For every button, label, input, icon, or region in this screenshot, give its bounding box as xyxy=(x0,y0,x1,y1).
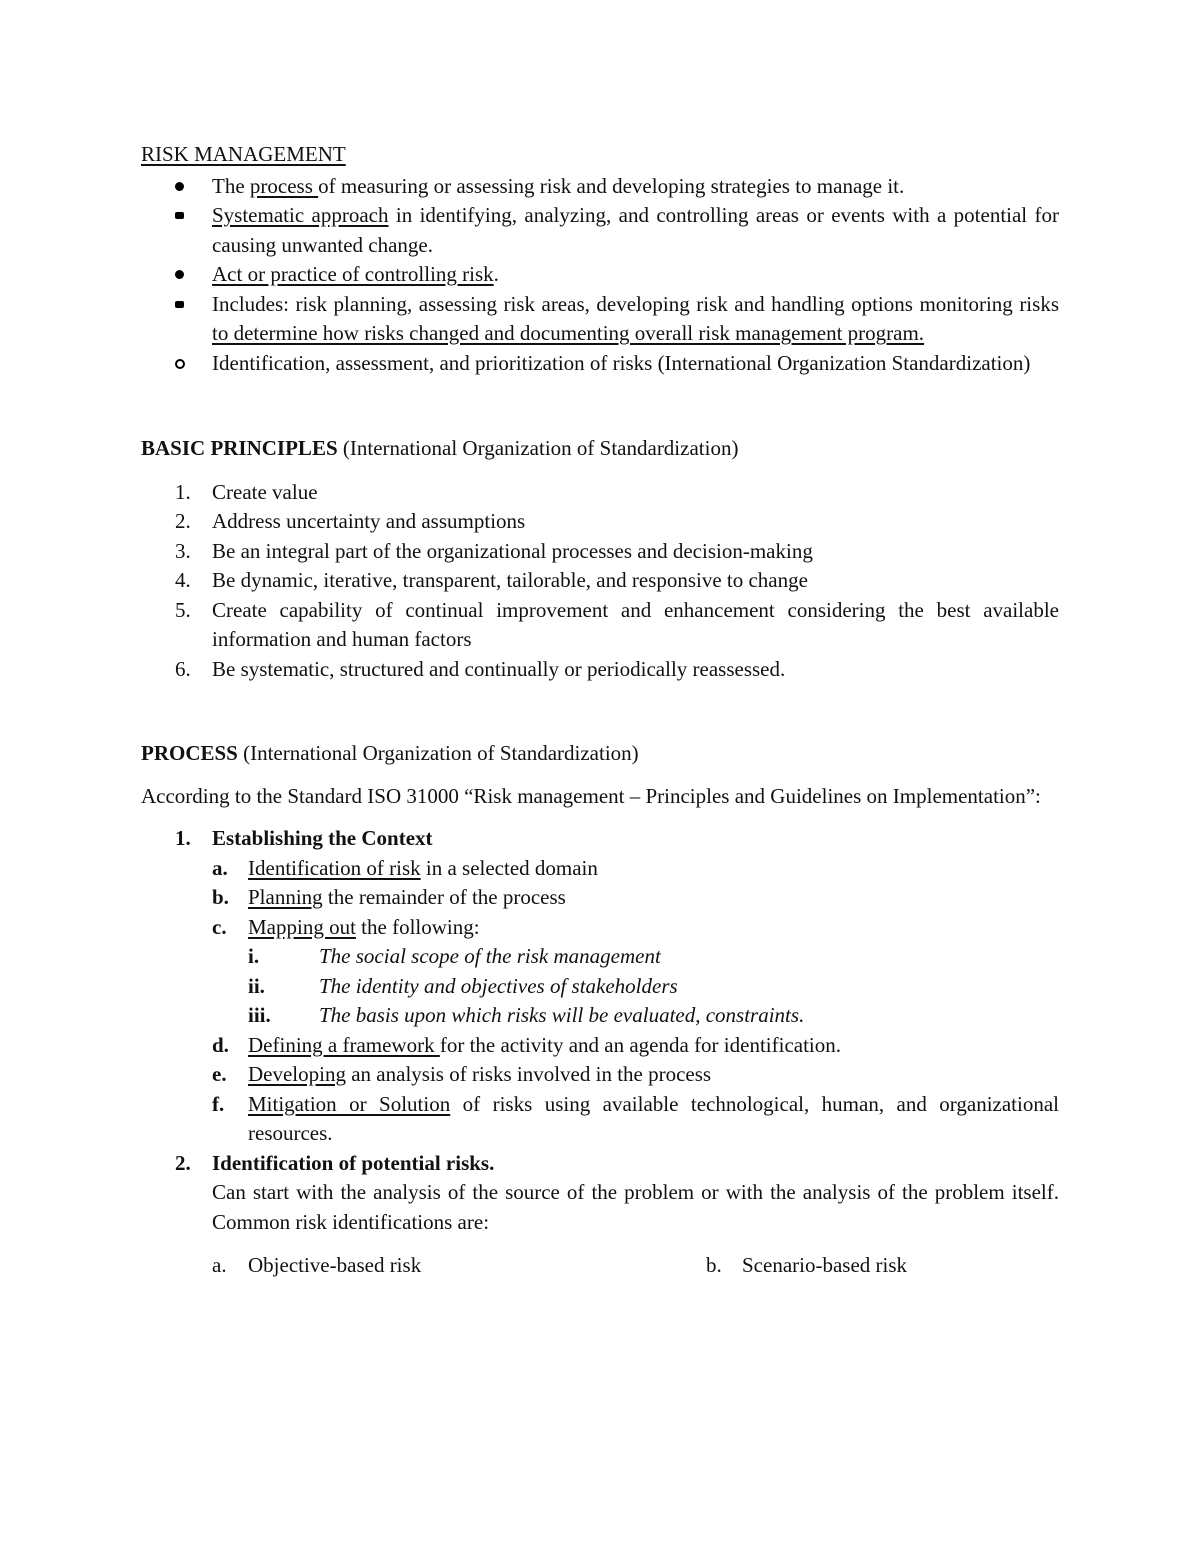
bullet-underlined-text: Systematic approach xyxy=(212,203,389,227)
bullet-square-icon xyxy=(175,212,184,219)
bullet-underlined-text: process xyxy=(249,173,319,198)
risk-type-text: Scenario-based risk xyxy=(742,1253,908,1277)
risk-type-letter: b. xyxy=(706,1253,722,1277)
mapping-text: The social scope of the risk management xyxy=(319,944,661,968)
process-step xyxy=(141,824,1059,1149)
risk-type-item xyxy=(706,1251,907,1281)
bullet-underlined-text: Act or practice of controlling risk xyxy=(212,262,494,286)
substep xyxy=(212,883,1059,913)
bullet-dot-icon xyxy=(175,182,184,191)
bullet-item xyxy=(141,349,1059,379)
list-text: Be systematic, structured and continually or periodically reassessed. xyxy=(212,656,786,681)
bullet-text: Includes: risk planning, assessing risk areas, developing risk and handling options monitoring risks xyxy=(212,291,1059,316)
principles-list xyxy=(141,478,1059,685)
list-text: Be dynamic, iterative, transparent, tailorable, and responsive to change xyxy=(212,568,808,592)
substep xyxy=(212,913,1059,1031)
section-title-bold: BASIC PRINCIPLES xyxy=(141,436,338,460)
mapping-text: The basis upon which risks will be evaluated, constraints. xyxy=(319,1003,805,1027)
substep-text: the following: xyxy=(355,914,480,939)
list-item xyxy=(141,566,1059,596)
mapping-item xyxy=(248,942,1059,972)
list-text: Create value xyxy=(212,479,318,504)
substep-letter: b. xyxy=(212,885,229,909)
list-text: Be an integral part of the organizational processes and decision-making xyxy=(212,538,813,563)
list-text: Address uncertainty and assumptions xyxy=(212,509,526,533)
substep-text: in a selected domain xyxy=(420,855,598,880)
list-number: 5. xyxy=(175,597,191,622)
section-title-bold: PROCESS xyxy=(141,741,238,765)
bullet-text: of measuring or assessing risk and developing strategies to manage it. xyxy=(318,173,905,198)
process-intro: According to the Standard ISO 31000 “Risk management – Principles and Guidelines on Implementation”: xyxy=(141,783,1041,808)
bullet-underlined-text: to determine how risks changed and documenting overall risk management program. xyxy=(212,321,925,345)
step-number: 1. xyxy=(175,826,191,850)
substep-text: of risks using available technological, human, and organizational resources. xyxy=(248,1091,1059,1145)
substep-underlined: Mitigation or Solution xyxy=(248,1091,451,1116)
bullet-item xyxy=(141,201,1059,260)
mapping-item xyxy=(248,972,1059,1002)
substep-text: the remainder of the process xyxy=(322,885,566,909)
substep-text: for the activity and an agenda for identification. xyxy=(439,1032,842,1057)
roman-numeral: i. xyxy=(248,944,260,968)
risk-identification-types xyxy=(212,1251,1059,1283)
substep-underlined: Defining a framework xyxy=(248,1032,440,1057)
substep-letter: e. xyxy=(212,1062,227,1086)
section-title-risk-management: RISK MANAGEMENT xyxy=(141,142,346,166)
substep xyxy=(212,1031,1059,1061)
bullet-item xyxy=(141,260,1059,290)
bullet-text: The xyxy=(212,173,250,198)
substep-underlined: Developing xyxy=(248,1062,346,1086)
list-number: 1. xyxy=(175,479,191,504)
list-number: 2. xyxy=(175,509,191,533)
step-description: Can start with the analysis of the source of the problem or with the analysis of the problem itself. Common risk identifications are: xyxy=(212,1180,1059,1234)
bullet-dot-icon xyxy=(175,270,184,279)
process-step xyxy=(141,1149,1059,1284)
substep xyxy=(212,1090,1059,1149)
risk-type-text: Objective-based risk xyxy=(248,1253,422,1277)
substep-letter: d. xyxy=(212,1032,229,1057)
list-item xyxy=(141,537,1059,567)
list-number: 4. xyxy=(175,568,191,592)
step-title: Identification of potential risks. xyxy=(212,1150,495,1175)
list-item xyxy=(141,655,1059,685)
substep-underlined: Planning xyxy=(248,885,323,909)
mapping-text: The identity and objectives of stakeholders xyxy=(319,973,678,998)
section-title-rest: (International Organization of Standardization) xyxy=(237,741,639,765)
mapping-list xyxy=(248,942,1059,1031)
bullet-item xyxy=(141,290,1059,349)
bullet-text: in identifying, analyzing, and controlling areas or events with a potential for causing unwanted change. xyxy=(212,203,1060,257)
substep-underlined: Mapping out xyxy=(248,914,356,939)
substep-letter: f. xyxy=(212,1091,225,1116)
step-substeps xyxy=(212,854,1059,1149)
document-page xyxy=(141,140,1059,1283)
mapping-item xyxy=(248,1001,1059,1031)
process-steps xyxy=(141,824,1059,1283)
bullet-square-icon xyxy=(175,301,184,308)
list-item xyxy=(141,596,1059,655)
list-number: 6. xyxy=(175,656,191,681)
section-title-process xyxy=(141,739,1059,769)
substep-letter: a. xyxy=(212,855,228,880)
bullet-text: . xyxy=(493,262,499,286)
section-title-basic-principles xyxy=(141,434,1059,464)
list-text: Create capability of continual improvement and enhancement considering the best available information and human factors xyxy=(212,597,1059,651)
list-number: 3. xyxy=(175,538,191,563)
substep-letter: c. xyxy=(212,914,227,939)
bullet-item xyxy=(141,172,1059,202)
risk-management-bullets xyxy=(141,172,1059,379)
roman-numeral: iii. xyxy=(248,1003,271,1027)
step-number: 2. xyxy=(175,1150,191,1175)
substep-underlined: Identification of risk xyxy=(248,855,421,880)
section-title-rest: (International Organization of Standardization) xyxy=(337,436,739,460)
substep xyxy=(212,854,1059,884)
substep xyxy=(212,1060,1059,1090)
step-title: Establishing the Context xyxy=(212,826,433,850)
list-item xyxy=(141,507,1059,537)
substep-text: an analysis of risks involved in the process xyxy=(345,1062,712,1086)
bullet-text: Identification, assessment, and prioritization of risks (International Organization Standardization) xyxy=(212,350,1031,375)
risk-type-item xyxy=(212,1251,421,1281)
roman-numeral: ii. xyxy=(248,973,265,998)
risk-type-letter: a. xyxy=(212,1253,227,1277)
list-item xyxy=(141,478,1059,508)
bullet-ring-icon xyxy=(175,359,185,369)
